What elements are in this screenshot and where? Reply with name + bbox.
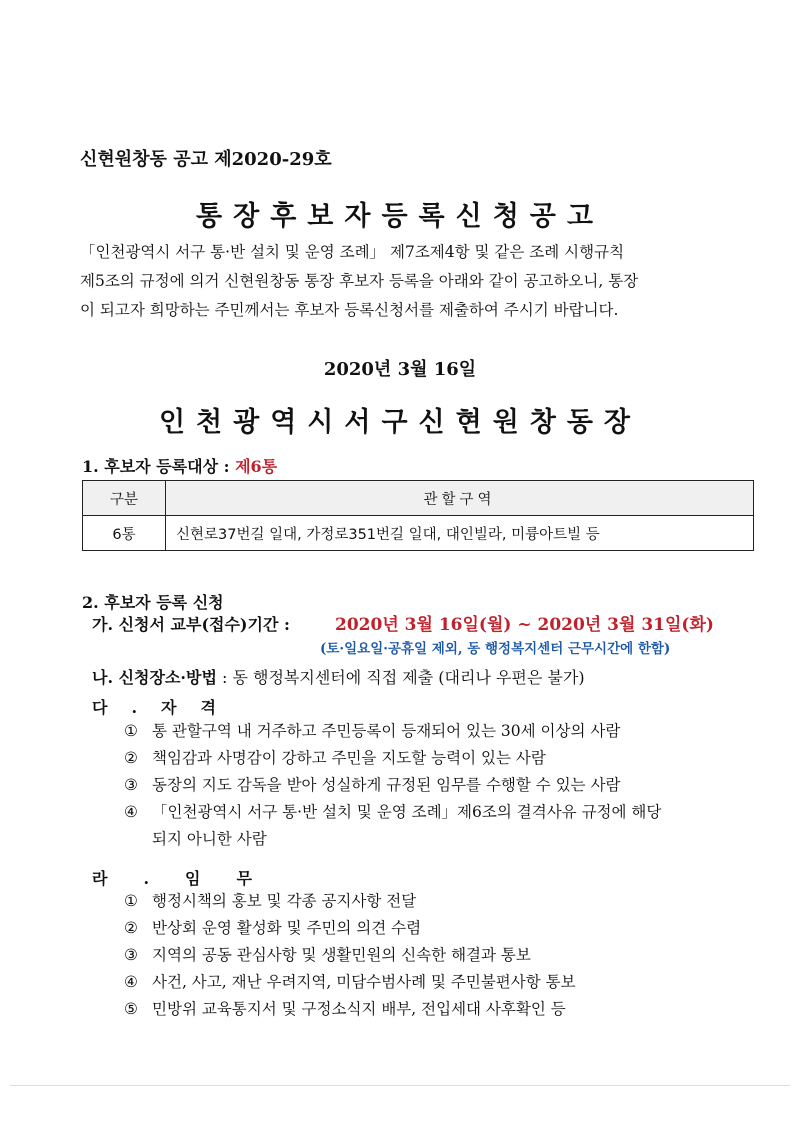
notice-date: 2020년 3월 16일	[323, 359, 477, 380]
application-place-text: : 동 행정복지센터에 직접 제출 (대리나 우편은 불가)	[216, 668, 585, 687]
list-text: 행정시책의 홍보 및 각종 공지사항 전달	[152, 892, 417, 910]
intro-line: 「인천광역시 서구 통·반 설치 및 운영 조례」 제7조제4항 및 같은 조례 시행규칙	[80, 243, 625, 261]
list-item	[124, 942, 576, 969]
list-number: ①	[124, 892, 138, 910]
list-number: ④	[124, 973, 138, 991]
list-item	[124, 915, 576, 942]
table-cell: 6통	[83, 516, 166, 551]
section1-target: 제6통	[235, 457, 278, 476]
list-number: ②	[124, 749, 138, 767]
duties-heading: 라.임무	[92, 869, 288, 888]
list-number: ⑤	[124, 1000, 138, 1018]
list-text: 민방위 교육통지서 및 구정소식지 배부, 전입세대 사후확인 등	[152, 1000, 566, 1018]
list-number: ②	[124, 919, 138, 937]
application-place	[92, 665, 585, 688]
list-text: 사건, 사고, 재난 우려지역, 미담수범사례 및 주민불편사항 통보	[152, 973, 576, 991]
intro-line: 이 되고자 희망하는 주민께서는 후보자 등록신청서를 제출하여 주시기 바랍니다.	[80, 301, 619, 319]
list-text: 지역의 공동 관심사항 및 생활민원의 신속한 해결과 통보	[152, 946, 531, 964]
list-text: 반상회 운영 활성화 및 주민의 의견 수렴	[152, 919, 422, 937]
list-item	[124, 888, 576, 915]
table-header-row	[83, 481, 754, 516]
application-period: 2020년 3월 16일(월) ~ 2020년 3월 31일(화)	[335, 615, 714, 635]
list-item	[124, 996, 576, 1023]
signer: 인천광역시서구신현원창동장	[158, 407, 642, 438]
page-divider	[10, 1085, 790, 1086]
notice-number: 신현원창동 공고 제2020-29호	[80, 149, 332, 170]
list-item-continuation: 되지 아니한 사람	[152, 830, 267, 848]
list-text: 통 관할구역 내 거주하고 주민등록이 등재되어 있는 30세 이상의 사람	[152, 722, 621, 740]
list-item	[124, 969, 576, 996]
list-number: ①	[124, 722, 138, 740]
intro-paragraph	[80, 238, 760, 325]
section2-heading: 2. 후보자 등록 신청	[82, 593, 224, 612]
qualification-list	[124, 718, 661, 853]
list-number: ③	[124, 776, 138, 794]
list-text: 책임감과 사명감이 강하고 주민을 지도할 능력이 있는 사람	[152, 749, 546, 767]
list-item	[124, 772, 661, 799]
list-text: 동장의 지도 감독을 받아 성실하게 규정된 임무를 수행할 수 있는 사람	[152, 776, 621, 794]
intro-line: 제5조의 규정에 의거 신현원창동 통장 후보자 등록을 아래와 같이 공고하오니, 통장	[80, 272, 639, 290]
table-header: 관할구역	[166, 481, 754, 516]
duties-list	[124, 888, 576, 1023]
document-title: 통장후보자등록신청공고	[196, 201, 604, 232]
list-text: 「인천광역시 서구 통·반 설치 및 운영 조례」제6조의 결격사유 규정에 해당	[152, 803, 662, 821]
jurisdiction-table	[82, 480, 754, 551]
table-header: 구분	[83, 481, 166, 516]
application-period-label: 가. 신청서 교부(접수)기간 :	[92, 615, 290, 634]
table-row	[83, 516, 754, 551]
list-number: ④	[124, 803, 138, 821]
application-place-label: 나. 신청장소·방법	[92, 668, 217, 687]
section1-label: 1. 후보자 등록대상 :	[82, 457, 236, 476]
section1-heading	[82, 454, 277, 477]
list-item	[124, 745, 661, 772]
application-period-note: (토·일요일·공휴일 제외, 동 행정복지센터 근무시간에 한함)	[320, 641, 671, 657]
list-number: ③	[124, 946, 138, 964]
list-item	[124, 718, 661, 745]
table-cell: 신현로37번길 일대, 가정로351번길 일대, 대인빌라, 미륭아트빌 등	[166, 516, 754, 551]
qualification-heading: 다.자격	[92, 698, 240, 717]
list-item	[124, 799, 661, 826]
